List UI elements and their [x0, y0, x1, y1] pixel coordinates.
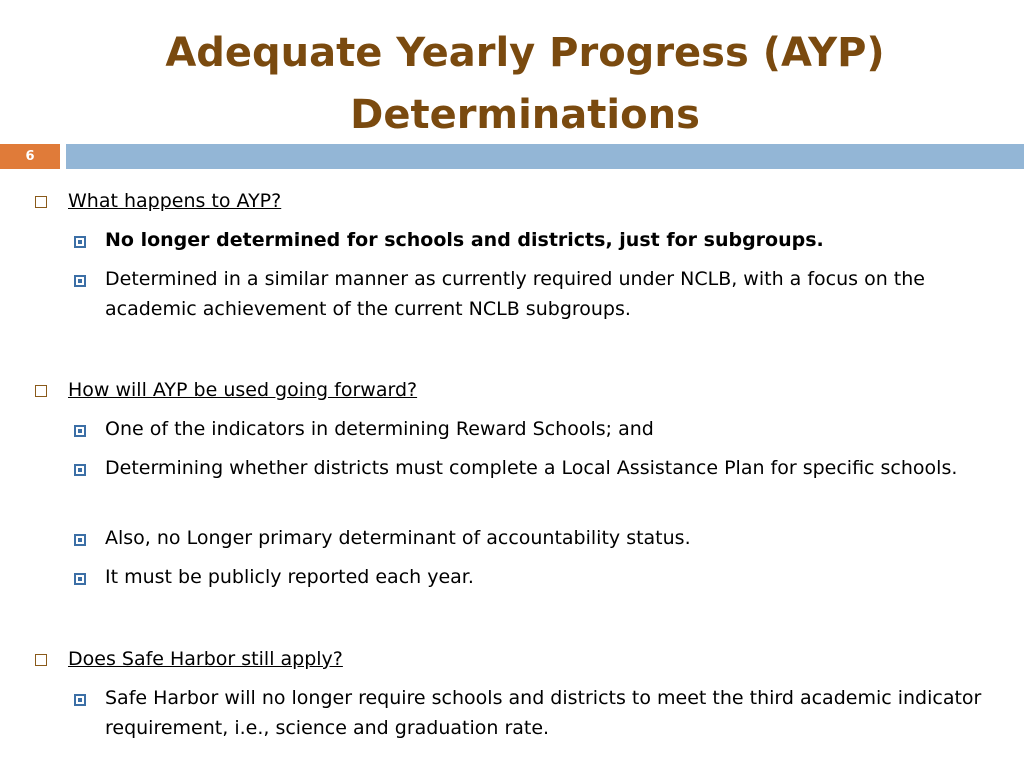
square-bullet-icon [74, 236, 86, 248]
section-heading: Does Safe Harbor still apply? [68, 648, 343, 670]
square-bullet-icon [74, 464, 86, 476]
square-bullet-icon [74, 534, 86, 546]
list-item: No longer determined for schools and districts, just for subgroups. [105, 229, 824, 251]
section-heading: How will AYP be used going forward? [68, 379, 418, 401]
list-item: Determining whether districts must complete a Local Assistance Plan for specific schools. [105, 457, 958, 479]
slide-title-line-2: Determinations [350, 92, 700, 138]
page-number: 6 [0, 144, 60, 169]
list-item: Determined in a similar manner as currently required under NCLB, with a focus on the academic achievement of the current NCLB subgroups. [105, 268, 925, 320]
accent-bar [66, 144, 1024, 169]
square-bullet-icon [74, 275, 86, 287]
section-heading: What happens to AYP? [68, 190, 282, 212]
square-bullet-icon [74, 425, 86, 437]
square-bullet-icon [74, 573, 86, 585]
square-bullet-icon [35, 196, 47, 208]
square-bullet-icon [35, 654, 47, 666]
list-item: It must be publicly reported each year. [105, 566, 474, 588]
list-item: One of the indicators in determining Reward Schools; and [105, 418, 654, 440]
square-bullet-icon [35, 385, 47, 397]
slide-title [60, 22, 990, 146]
square-bullet-icon [74, 694, 86, 706]
list-item: Safe Harbor will no longer require schools and districts to meet the third academic indicator requirement, i.e., science and graduation rate. [105, 687, 982, 739]
slide-title-line-1: Adequate Yearly Progress (AYP) [165, 30, 885, 76]
list-item: Also, no Longer primary determinant of accountability status. [105, 527, 691, 549]
